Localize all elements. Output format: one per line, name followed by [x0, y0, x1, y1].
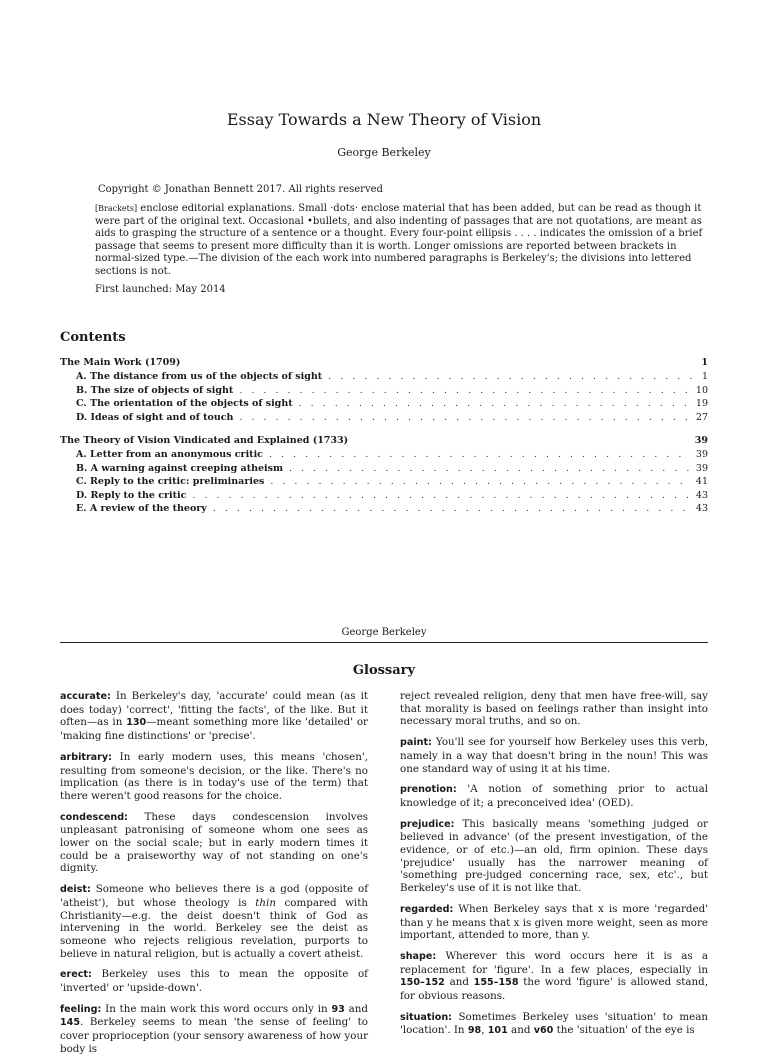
- toc-page-number: 43: [695, 503, 708, 514]
- glossary-text: —meant something more like 'detailed' or 'making fine distinctions' or 'precise'.: [60, 716, 368, 743]
- glossary-entry-erect: [60, 968, 368, 994]
- document-author: George Berkeley: [337, 146, 431, 159]
- paragraph-ref: 150–152: [400, 977, 445, 989]
- toc-entry-main-work[interactable]: [60, 357, 708, 370]
- glossary-term: situation:: [400, 1011, 453, 1023]
- toc-page-number: 1: [701, 357, 708, 368]
- glossary-text: In Berkeley's day, 'accurate' could mean (as it does today) 'correct', 'fitting the facts', of the like. But it often—as in: [60, 690, 368, 729]
- glossary-text: You'll see for yourself how Berkeley uses this verb, namely in a way that doesn't bring in the noun! This was one standard way of using it at his time.: [400, 736, 708, 775]
- glossary-column-right: [400, 690, 708, 1046]
- glossary-heading: Glossary: [352, 663, 416, 678]
- glossary-term: deist:: [60, 884, 91, 896]
- paragraph-ref: 155–158: [473, 977, 519, 989]
- toc-entry-title: A. The distance from us of the objects of sight: [76, 371, 323, 382]
- toc-entry-title: D. Ideas of sight and of touch: [76, 411, 234, 423]
- paragraph-ref: 130: [126, 717, 147, 729]
- toc-page-number: 27: [695, 411, 708, 423]
- first-launched: First launched: May 2014: [95, 284, 226, 295]
- toc-page-number: 43: [695, 489, 708, 501]
- glossary-text: and: [344, 1002, 369, 1015]
- glossary-text: In the main work this word occurs only in: [101, 1002, 332, 1015]
- toc-entry[interactable]: [76, 476, 708, 489]
- paragraph-ref: 93: [331, 1003, 345, 1015]
- glossary-text: Someone who believes there is a god (opposite of 'atheist'), but whose theology is: [60, 883, 368, 909]
- toc-entry-vindication[interactable]: [60, 435, 708, 448]
- toc-entry[interactable]: [76, 503, 708, 516]
- header-rule: [60, 642, 708, 643]
- toc-entry[interactable]: [76, 463, 708, 476]
- toc-entry-title: The Main Work (1709): [60, 357, 181, 368]
- glossary-text: . Berkeley seems to mean 'the sense of feeling' to cover proprioception (your sensory awareness of how your body is: [60, 1016, 368, 1055]
- glossary-text: Sometimes Berkeley uses 'situation' to mean 'location'. In: [400, 1010, 708, 1037]
- glossary-term: erect:: [60, 969, 92, 981]
- emphasis: thin: [255, 896, 276, 909]
- glossary-entry-prejudice: [400, 818, 708, 895]
- editorial-note-text: enclose editorial explanations. Small ·dots· enclose material that has been added, but can be read as though it were part of the original text. Occasional •bullets, and also indenting of passages that are not quotations, are meant as aids to grasping the structure of a sentence or a thought. Every four-point ellipsis . . . . indicates the omission of a brief passage that seems to present more difficulty than it is worth. Longer omissions are reported between brackets in normal-sized type.—The division of the each work into numbered paragraphs is Berkeley's; the divisions into lettered sections is not.: [95, 203, 703, 277]
- glossary-text: ,: [481, 1024, 488, 1037]
- glossary-entry-accurate: [60, 690, 368, 743]
- toc-entry-title: C. Reply to the critic: preliminaries: [76, 476, 265, 487]
- copyright-line: Copyright © Jonathan Bennett 2017. All rights reserved: [98, 184, 383, 195]
- toc-entry-title: E. A review of the theory: [76, 503, 207, 514]
- toc-entry[interactable]: [76, 490, 708, 503]
- glossary-text: compared with Christianity—e.g. the deist doesn't think of God as intervening in the world. Berkeley see the deist as someone who rejects religious revelation, purports to believe in natural religion, but is actually a covert atheist.: [60, 896, 368, 960]
- toc-entry-title: A. Letter from an anonymous critic: [76, 449, 263, 460]
- glossary-entry-arbitrary: [60, 751, 368, 803]
- glossary-entry-shape: [400, 950, 708, 1003]
- editorial-note: [95, 203, 707, 279]
- glossary-text: Wherever this word occurs here it is as a replacement for 'figure'. In a few places, especially in: [400, 949, 708, 976]
- glossary-text: Berkeley uses this to mean the opposite of 'inverted' or 'upside-down'.: [60, 968, 368, 995]
- glossary-column-left: [60, 690, 368, 1064]
- glossary-term: accurate:: [60, 691, 111, 702]
- toc-page-number: 1: [701, 371, 708, 382]
- glossary-text: the word 'figure' is allowed stand, for obvious reasons.: [400, 976, 708, 1003]
- glossary-text: In early modern uses, this means 'chosen', resulting from someone's decision, or the like. There's no implication (as there is in today's use of the term) that there weren't good reasons for the choice.: [60, 750, 368, 802]
- toc-entry-title: D. Reply to the critic: [76, 489, 187, 501]
- glossary-text: These days condescension involves unpleasant patronising of someone whom one sees as lower on the social scale; but in early modern times it could be a praiseworthy way of not standing on one's dignity.: [60, 810, 368, 875]
- paragraph-ref: 145: [60, 1017, 81, 1029]
- glossary-entry-deist: [60, 883, 368, 960]
- paragraph-ref: v60: [533, 1025, 554, 1037]
- glossary-term: paint:: [400, 737, 432, 749]
- document-title: Essay Towards a New Theory of Vision: [226, 110, 542, 129]
- toc-page-number: 39: [694, 435, 708, 446]
- paragraph-ref: 101: [487, 1025, 508, 1037]
- glossary-text: When Berkeley says that x is more 'regarded' than y he means that x is given more weight, seen as more important, attended to more, than y.: [400, 902, 708, 942]
- glossary-text: 'A notion of something prior to actual knowledge of it; a preconceived idea' (OED).: [400, 783, 708, 809]
- toc-entry[interactable]: [76, 385, 708, 398]
- glossary-term: prenotion:: [400, 784, 457, 796]
- glossary-term: feeling:: [60, 1003, 102, 1015]
- contents-heading: Contents: [60, 330, 126, 345]
- toc-entry[interactable]: [76, 412, 708, 425]
- toc-entry-title: B. The size of objects of sight: [76, 384, 234, 396]
- glossary-entry-regarded: [400, 903, 708, 942]
- glossary-text: This basically means 'something judged or believed in advance' (of the present investigation, of the evidence, or of etc.)—an old, firm opinion. These days 'prejudice' usually has the narrower meaning of 'something pre-judged concerning race, sex, etc'., but Berkeley's use of it is not like that.: [400, 817, 708, 895]
- glossary-entry-paint: [400, 736, 708, 775]
- toc-entry[interactable]: [76, 449, 708, 462]
- glossary-entry-deist-continued: reject revealed religion, deny that men have free-will, say that morality is based on feelings rather than insight into necessary moral truths, and so on.: [400, 690, 708, 728]
- glossary-term: shape:: [400, 950, 437, 962]
- toc-entry-title: C. The orientation of the objects of sight: [76, 398, 293, 409]
- glossary-term: condescend:: [60, 811, 128, 823]
- glossary-text: and: [507, 1024, 534, 1037]
- glossary-text: and: [444, 976, 474, 989]
- glossary-text: the 'situation' of the eye is: [553, 1024, 695, 1037]
- glossary-term: arbitrary:: [60, 751, 112, 763]
- glossary-term: prejudice:: [400, 818, 455, 830]
- brackets-word: [Brackets]: [95, 204, 138, 213]
- running-head: George Berkeley: [341, 627, 427, 638]
- toc-entry-title: The Theory of Vision Vindicated and Explained (1733): [60, 435, 349, 446]
- paragraph-ref: 98: [467, 1025, 482, 1037]
- toc-page-number: 19: [695, 398, 708, 409]
- glossary-entry-feeling: [60, 1003, 368, 1056]
- toc-page-number: 10: [695, 384, 708, 396]
- glossary-entry-situation: [400, 1011, 708, 1038]
- toc-entry[interactable]: [76, 398, 708, 411]
- toc-page-number: 39: [695, 462, 708, 474]
- glossary-term: regarded:: [400, 903, 454, 915]
- toc-entry-title: B. A warning against creeping atheism: [76, 462, 284, 474]
- toc-page-number: 41: [695, 476, 708, 487]
- glossary-entry-prenotion: [400, 783, 708, 809]
- toc-page-number: 39: [695, 449, 708, 460]
- toc-entry[interactable]: [76, 371, 708, 384]
- glossary-entry-condescend: [60, 811, 368, 876]
